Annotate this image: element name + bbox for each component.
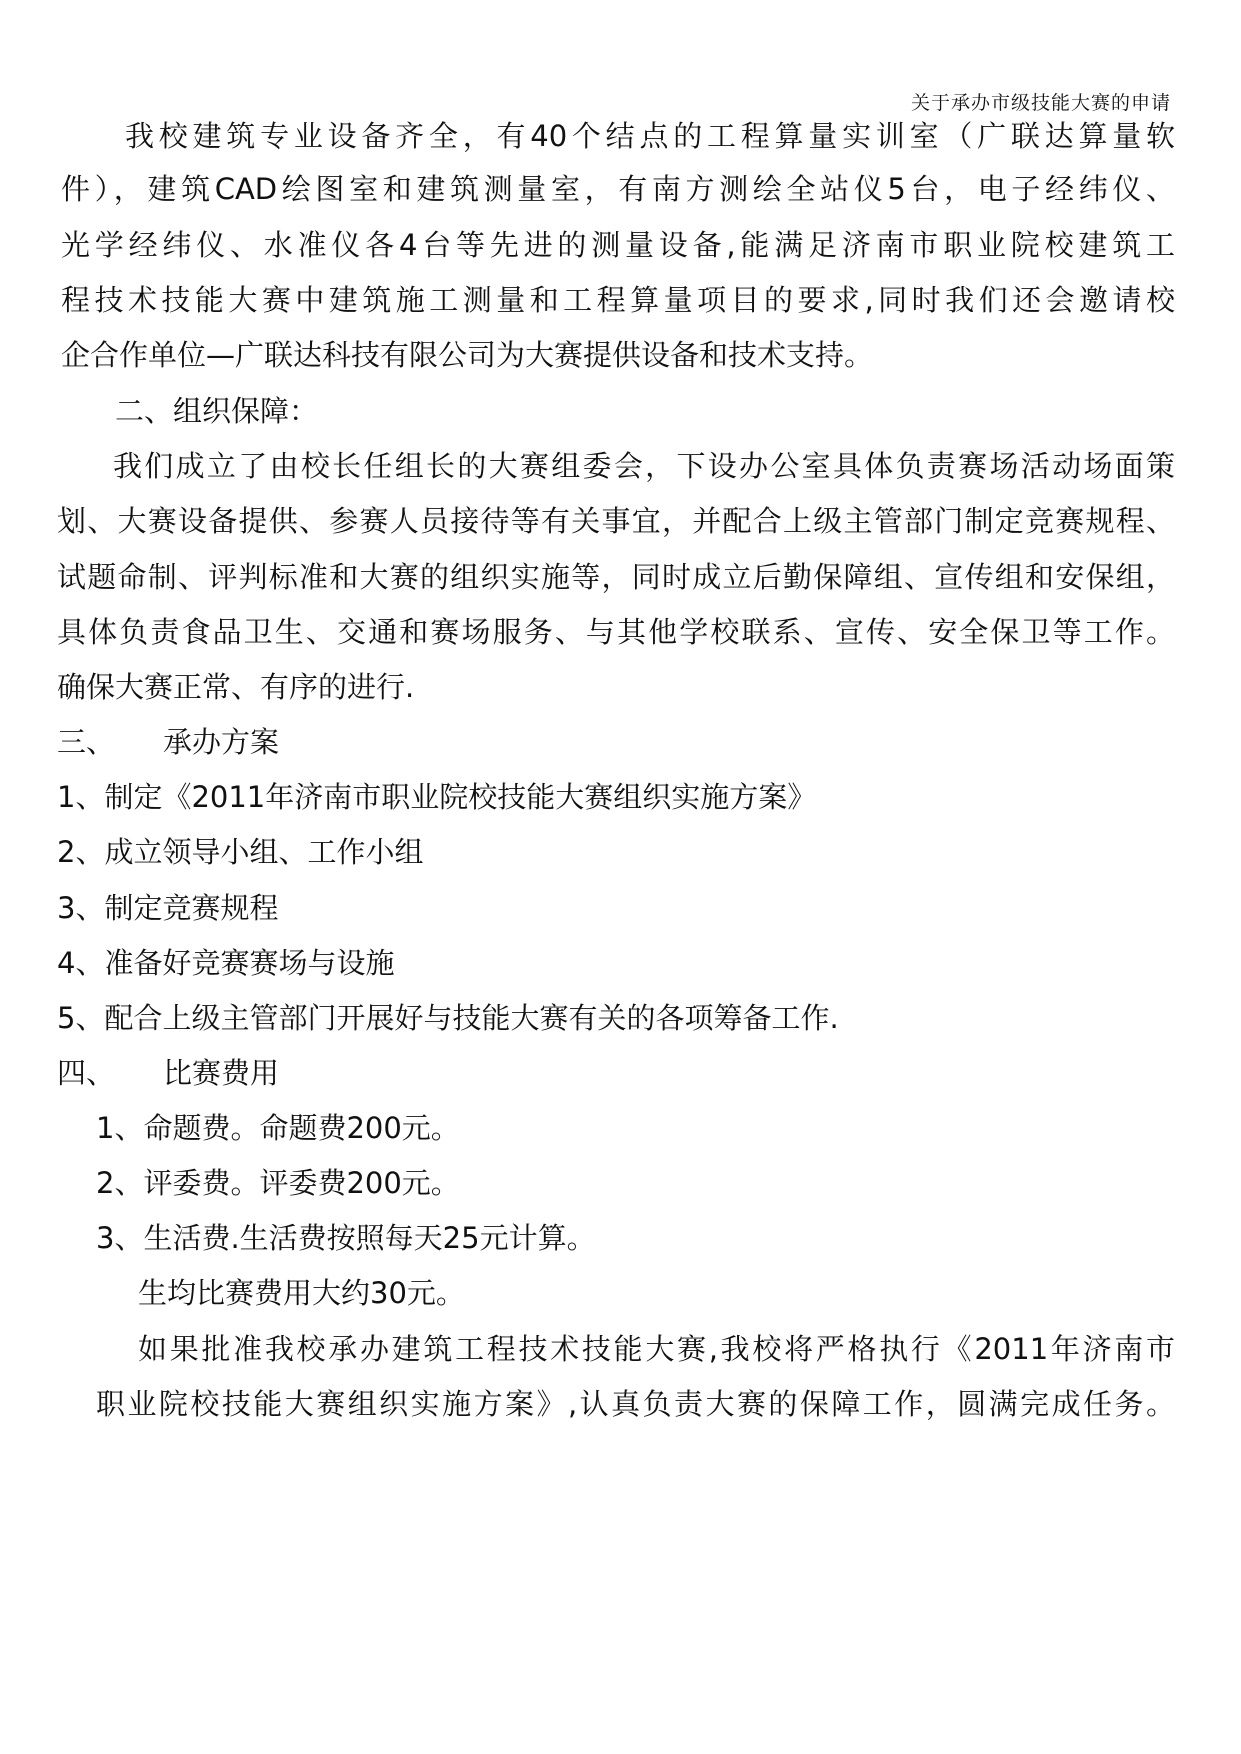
list-item: 5、配合上级主管部门开展好与技能大赛有关的各项筹备工作. [57, 1001, 839, 1035]
summary-line: 生均比赛费用大约30元。 [138, 1276, 465, 1310]
list-item: 3、生活费.生活费按照每天25元计算。 [96, 1221, 596, 1255]
list-item: 2、评委费。评委费200元。 [96, 1166, 460, 1200]
section-title: 承办方案 [163, 725, 280, 759]
paragraph-line: 试题命制、评判标准和大赛的组织实施等，同时成立后勤保障组、宣传组和安保组， [57, 560, 1175, 594]
section-heading [57, 1054, 279, 1092]
paragraph-line: 我们成立了由校长任组长的大赛组委会，下设办公室具体负责赛场活动场面策 [113, 449, 1175, 483]
paragraph-line: 职业院校技能大赛组织实施方案》,认真负责大赛的保障工作，圆满完成任务。 [96, 1387, 1175, 1421]
running-header: 关于承办市级技能大赛的申请 [910, 92, 1171, 114]
list-item: 1、命题费。命题费200元。 [96, 1111, 460, 1145]
section-number: 三、 [57, 725, 116, 759]
list-item: 3、制定竞赛规程 [57, 891, 279, 925]
paragraph-line: 程技术技能大赛中建筑施工测量和工程算量项目的要求,同时我们还会邀请校 [61, 283, 1175, 317]
section-number: 四、 [57, 1056, 116, 1090]
section-title: 比赛费用 [163, 1056, 280, 1090]
paragraph-line: 划、大赛设备提供、参赛人员接待等有关事宜，并配合上级主管部门制定竞赛规程、 [57, 504, 1175, 538]
paragraph-line: 我校建筑专业设备齐全，有40个结点的工程算量实训室（广联达算量软 [125, 119, 1175, 153]
paragraph-line: 具体负责食品卫生、交通和赛场服务、与其他学校联系、宣传、安全保卫等工作。 [57, 615, 1175, 649]
paragraph-line: 光学经纬仪、水准仪各4台等先进的测量设备,能满足济南市职业院校建筑工 [61, 228, 1175, 262]
section-heading: 二、组织保障： [115, 394, 319, 428]
list-item: 2、成立领导小组、工作小组 [57, 835, 424, 869]
paragraph-line: 企合作单位—广联达科技有限公司为大赛提供设备和技术支持。 [61, 338, 874, 372]
paragraph-line: 如果批准我校承办建筑工程技术技能大赛,我校将严格执行《2011年济南市 [138, 1332, 1175, 1366]
section-heading [57, 723, 279, 761]
paragraph-line: 确保大赛正常、有序的进行. [57, 670, 415, 704]
list-item: 1、制定《2011年济南市职业院校技能大赛组织实施方案》 [57, 780, 817, 814]
paragraph-line: 件），建筑CAD绘图室和建筑测量室，有南方测绘全站仪5台，电子经纬仪、 [61, 172, 1175, 206]
list-item: 4、准备好竞赛赛场与设施 [57, 946, 395, 980]
